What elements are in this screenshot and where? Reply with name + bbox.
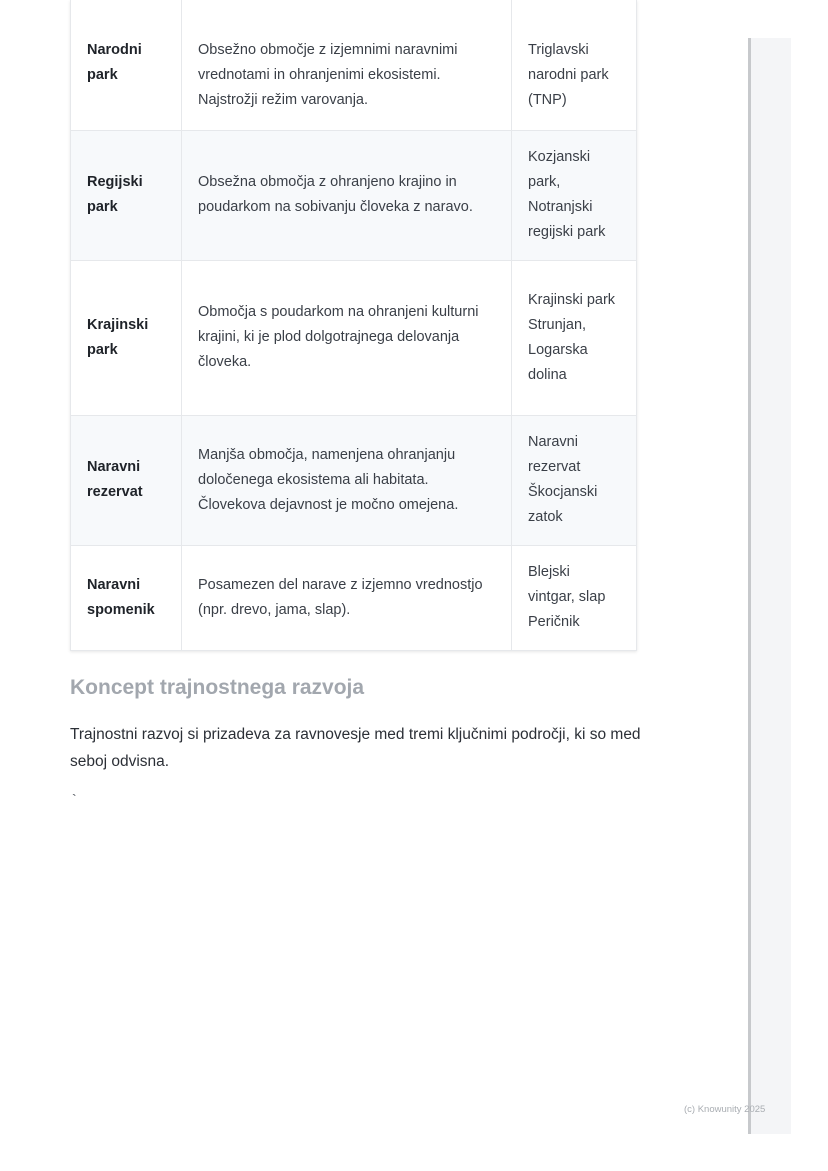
area-type-cell: Narodni park (71, 0, 182, 130)
table-row (71, 545, 636, 650)
area-type-cell: Regijski park (71, 130, 182, 260)
area-example-cell: Blejski vintgar, slap Peričnik (528, 564, 606, 631)
area-example-cell: Kozjanski park, Notranjski regijski park (512, 130, 637, 260)
section-heading: Koncept trajnostnega razvoja (70, 676, 365, 699)
table-row (71, 0, 636, 130)
area-description-cell: Obsežno območje z izjemnimi naravnimi vrednotami in ohranjenimi ekosistemi. Najstrožji režim varovanja. (182, 0, 512, 130)
section-paragraph: Trajnostni razvoj si prizadeva za ravnovesje med tremi ključnimi področji, ki so med seboj odvisna. (70, 726, 641, 770)
area-example-cell: Triglavski narodni park (TNP) (512, 0, 637, 130)
table-row (71, 130, 636, 260)
area-description-cell: Obsežna območja z ohranjeno krajino in poudarkom na sobivanju človeka z naravo. (182, 130, 512, 260)
area-type-cell: Krajinski park (71, 260, 182, 415)
area-type-cell: Naravni spomenik (71, 545, 182, 650)
copyright-footer: (c) Knowunity 2025 (684, 1104, 766, 1115)
area-example-cell: Krajinski park Strunjan, Logarska dolina (512, 260, 637, 415)
side-panel (748, 38, 791, 1134)
area-description-cell: Manjša območja, namenjena ohranjanju določenega ekosistema ali habitata. Človekova dejavnost je močno omejena. (182, 415, 512, 545)
table-row (71, 260, 636, 415)
stray-mark: ` (72, 791, 77, 807)
area-description-cell: Posamezen del narave z izjemno vrednostjo (npr. drevo, jama, slap). (182, 545, 512, 650)
protected-areas-table (70, 0, 637, 651)
area-description-cell: Območja s poudarkom na ohranjeni kulturni krajini, ki je plod dolgotrajnega delovanja človeka. (182, 260, 512, 415)
area-example-cell: Naravni rezervat Škocjanski zatok (512, 415, 637, 545)
area-type-cell: Naravni rezervat (71, 415, 182, 545)
table-row (71, 415, 636, 545)
